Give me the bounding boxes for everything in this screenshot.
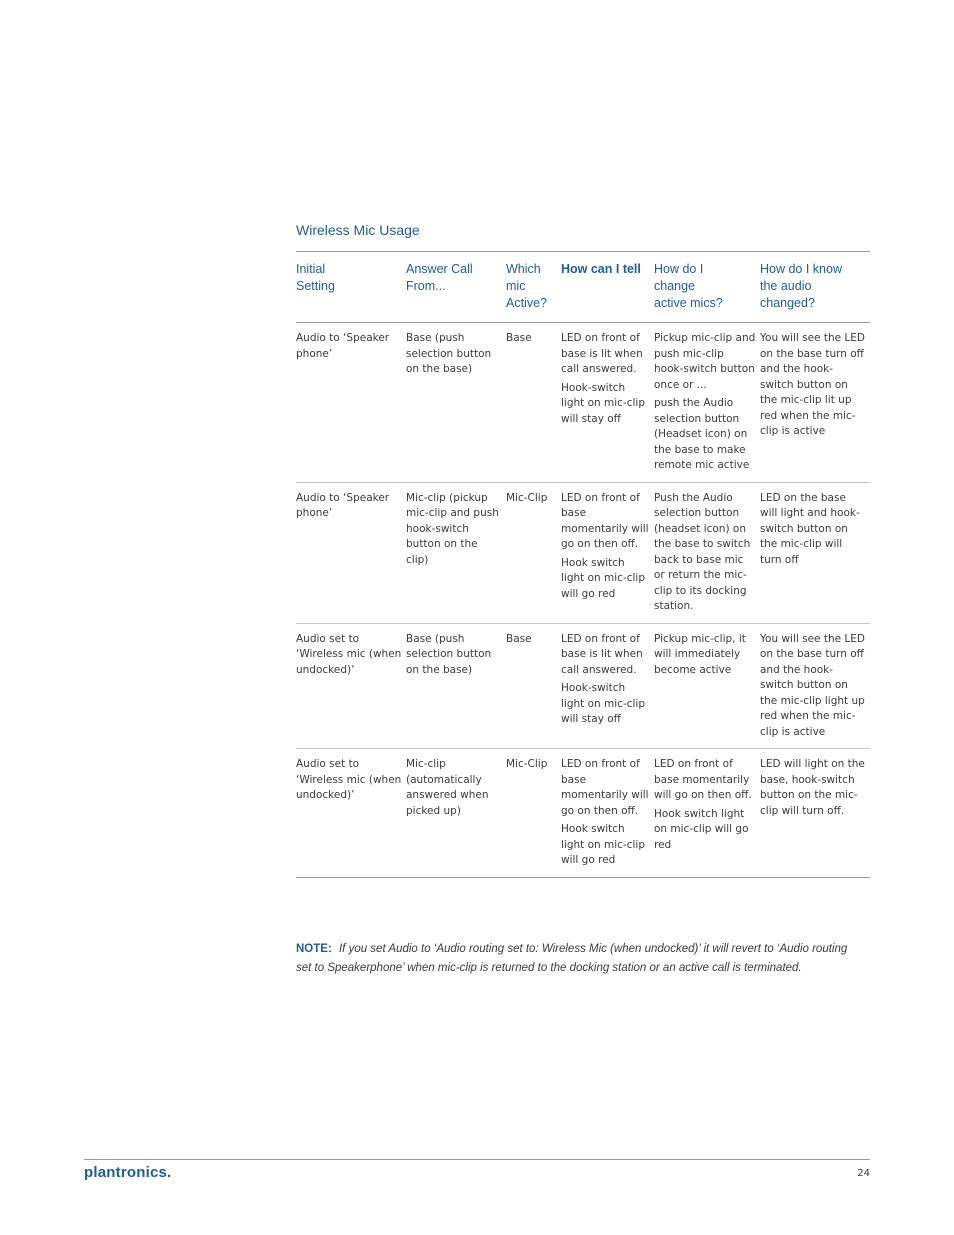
table-cell	[760, 482, 870, 623]
table-body	[296, 323, 870, 878]
page-number: 24	[857, 1168, 870, 1179]
cell-paragraph: LED on front of base is lit when call answered.	[561, 632, 643, 676]
cell-paragraph: Base	[506, 632, 532, 645]
cell-paragraph: LED on front of base is lit when call answered.	[561, 332, 643, 375]
table-cell	[561, 749, 654, 878]
cell-paragraph: Audio to ‘Speaker phone’	[296, 491, 390, 519]
plantronics-logo: plantronics.	[84, 1164, 172, 1181]
cell-paragraph: LED on front of base momentarily will go on then off.	[654, 758, 752, 801]
table-cell	[506, 482, 561, 623]
column-header: Which mic Active?	[506, 252, 561, 323]
column-header: Answer Call From...	[406, 252, 506, 323]
table-cell	[296, 623, 406, 749]
cell-paragraph: Audio to ‘Speaker phone’	[296, 332, 390, 360]
table-row	[296, 482, 870, 623]
table-cell	[654, 623, 760, 749]
cell-paragraph: push the Audio selection button (Headset icon) on the base to make remote mic active	[654, 397, 750, 471]
column-header: How do I know the audio changed?	[760, 252, 870, 323]
table-cell	[406, 623, 506, 749]
table-cell	[406, 323, 506, 483]
cell-paragraph: Audio set to ‘Wireless mic (when undocked)’	[296, 758, 402, 801]
cell-paragraph: Base (push selection button on the base)	[406, 332, 492, 375]
table-cell	[561, 623, 654, 749]
table-cell	[506, 749, 561, 878]
cell-paragraph: You will see the LED on the base turn off and the hook-switch button on the mic-clip light up red when the mic-clip is active	[760, 632, 865, 738]
cell-paragraph: LED on the base will light and hook-switch button on the mic-clip will turn off	[760, 491, 860, 566]
table-cell	[561, 323, 654, 483]
note	[296, 940, 856, 978]
table-row	[296, 623, 870, 749]
cell-paragraph: Mic-clip (automatically answered when picked up)	[406, 758, 489, 817]
section-title: Wireless Mic Usage	[296, 222, 420, 238]
cell-paragraph: Push the Audio selection button (headset icon) on the base to switch back to base mic or return the mic-clip to its docking station.	[654, 491, 751, 612]
cell-paragraph: Mic-Clip	[506, 491, 548, 504]
table-cell	[406, 482, 506, 623]
table-row	[296, 749, 870, 878]
table-cell	[296, 482, 406, 623]
cell-paragraph: Hook-switch light on mic-clip will stay off	[561, 381, 646, 425]
table-cell	[506, 623, 561, 749]
table-cell	[296, 749, 406, 878]
table-cell	[406, 749, 506, 878]
cell-paragraph: Hook switch light on mic-clip will go red	[561, 823, 646, 866]
cell-paragraph: Base	[506, 332, 532, 344]
table-row	[296, 323, 870, 483]
cell-paragraph: Audio set to ‘Wireless mic (when undocked)’	[296, 632, 402, 676]
table-header-row	[296, 252, 870, 323]
cell-paragraph: Hook switch light on mic-clip will go red	[561, 556, 646, 600]
cell-paragraph: Hook switch light on mic-clip will go red	[654, 807, 749, 851]
table-cell	[561, 482, 654, 623]
note-text: If you set Audio to ‘Audio routing set to: Wireless Mic (when undocked)’ it will revert to ‘Audio routing set to Speakerphone’ when mic-clip is returned to the docking station or an active call is terminated.	[296, 943, 848, 974]
column-header: How do I change active mics?	[654, 252, 760, 323]
cell-paragraph: LED will light on the base, hook-switch button on the mic-clip will turn off.	[760, 758, 865, 817]
cell-paragraph: Base (push selection button on the base)	[406, 632, 492, 676]
table-cell	[760, 623, 870, 749]
table-cell	[296, 323, 406, 483]
footer-divider	[84, 1159, 870, 1160]
table-cell	[654, 323, 760, 483]
table-cell	[760, 323, 870, 483]
cell-paragraph: Pickup mic-clip, it will immediately become active	[654, 632, 746, 676]
table-cell	[760, 749, 870, 878]
table-cell	[506, 323, 561, 483]
cell-paragraph: Pickup mic-clip and push mic-clip hook-switch button once or ...	[654, 332, 756, 391]
wireless-mic-usage-table	[296, 251, 870, 878]
cell-paragraph: You will see the LED on the base turn off and the hook-switch button on the mic-clip lit up red when the mic-clip is active	[760, 332, 865, 437]
cell-paragraph: LED on front of base momentarily will go on then off.	[561, 758, 649, 817]
column-header: Initial Setting	[296, 252, 406, 323]
column-header: How can I tell	[561, 252, 654, 323]
table-cell	[654, 482, 760, 623]
note-label: NOTE:	[296, 943, 332, 955]
cell-paragraph: Hook-switch light on mic-clip will stay off	[561, 682, 646, 725]
cell-paragraph: Mic-Clip	[506, 758, 548, 770]
table-cell	[654, 749, 760, 878]
cell-paragraph: Mic-clip (pickup mic-clip and push hook-switch button on the clip)	[406, 491, 499, 566]
cell-paragraph: LED on front of base momentarily will go on then off.	[561, 491, 649, 550]
